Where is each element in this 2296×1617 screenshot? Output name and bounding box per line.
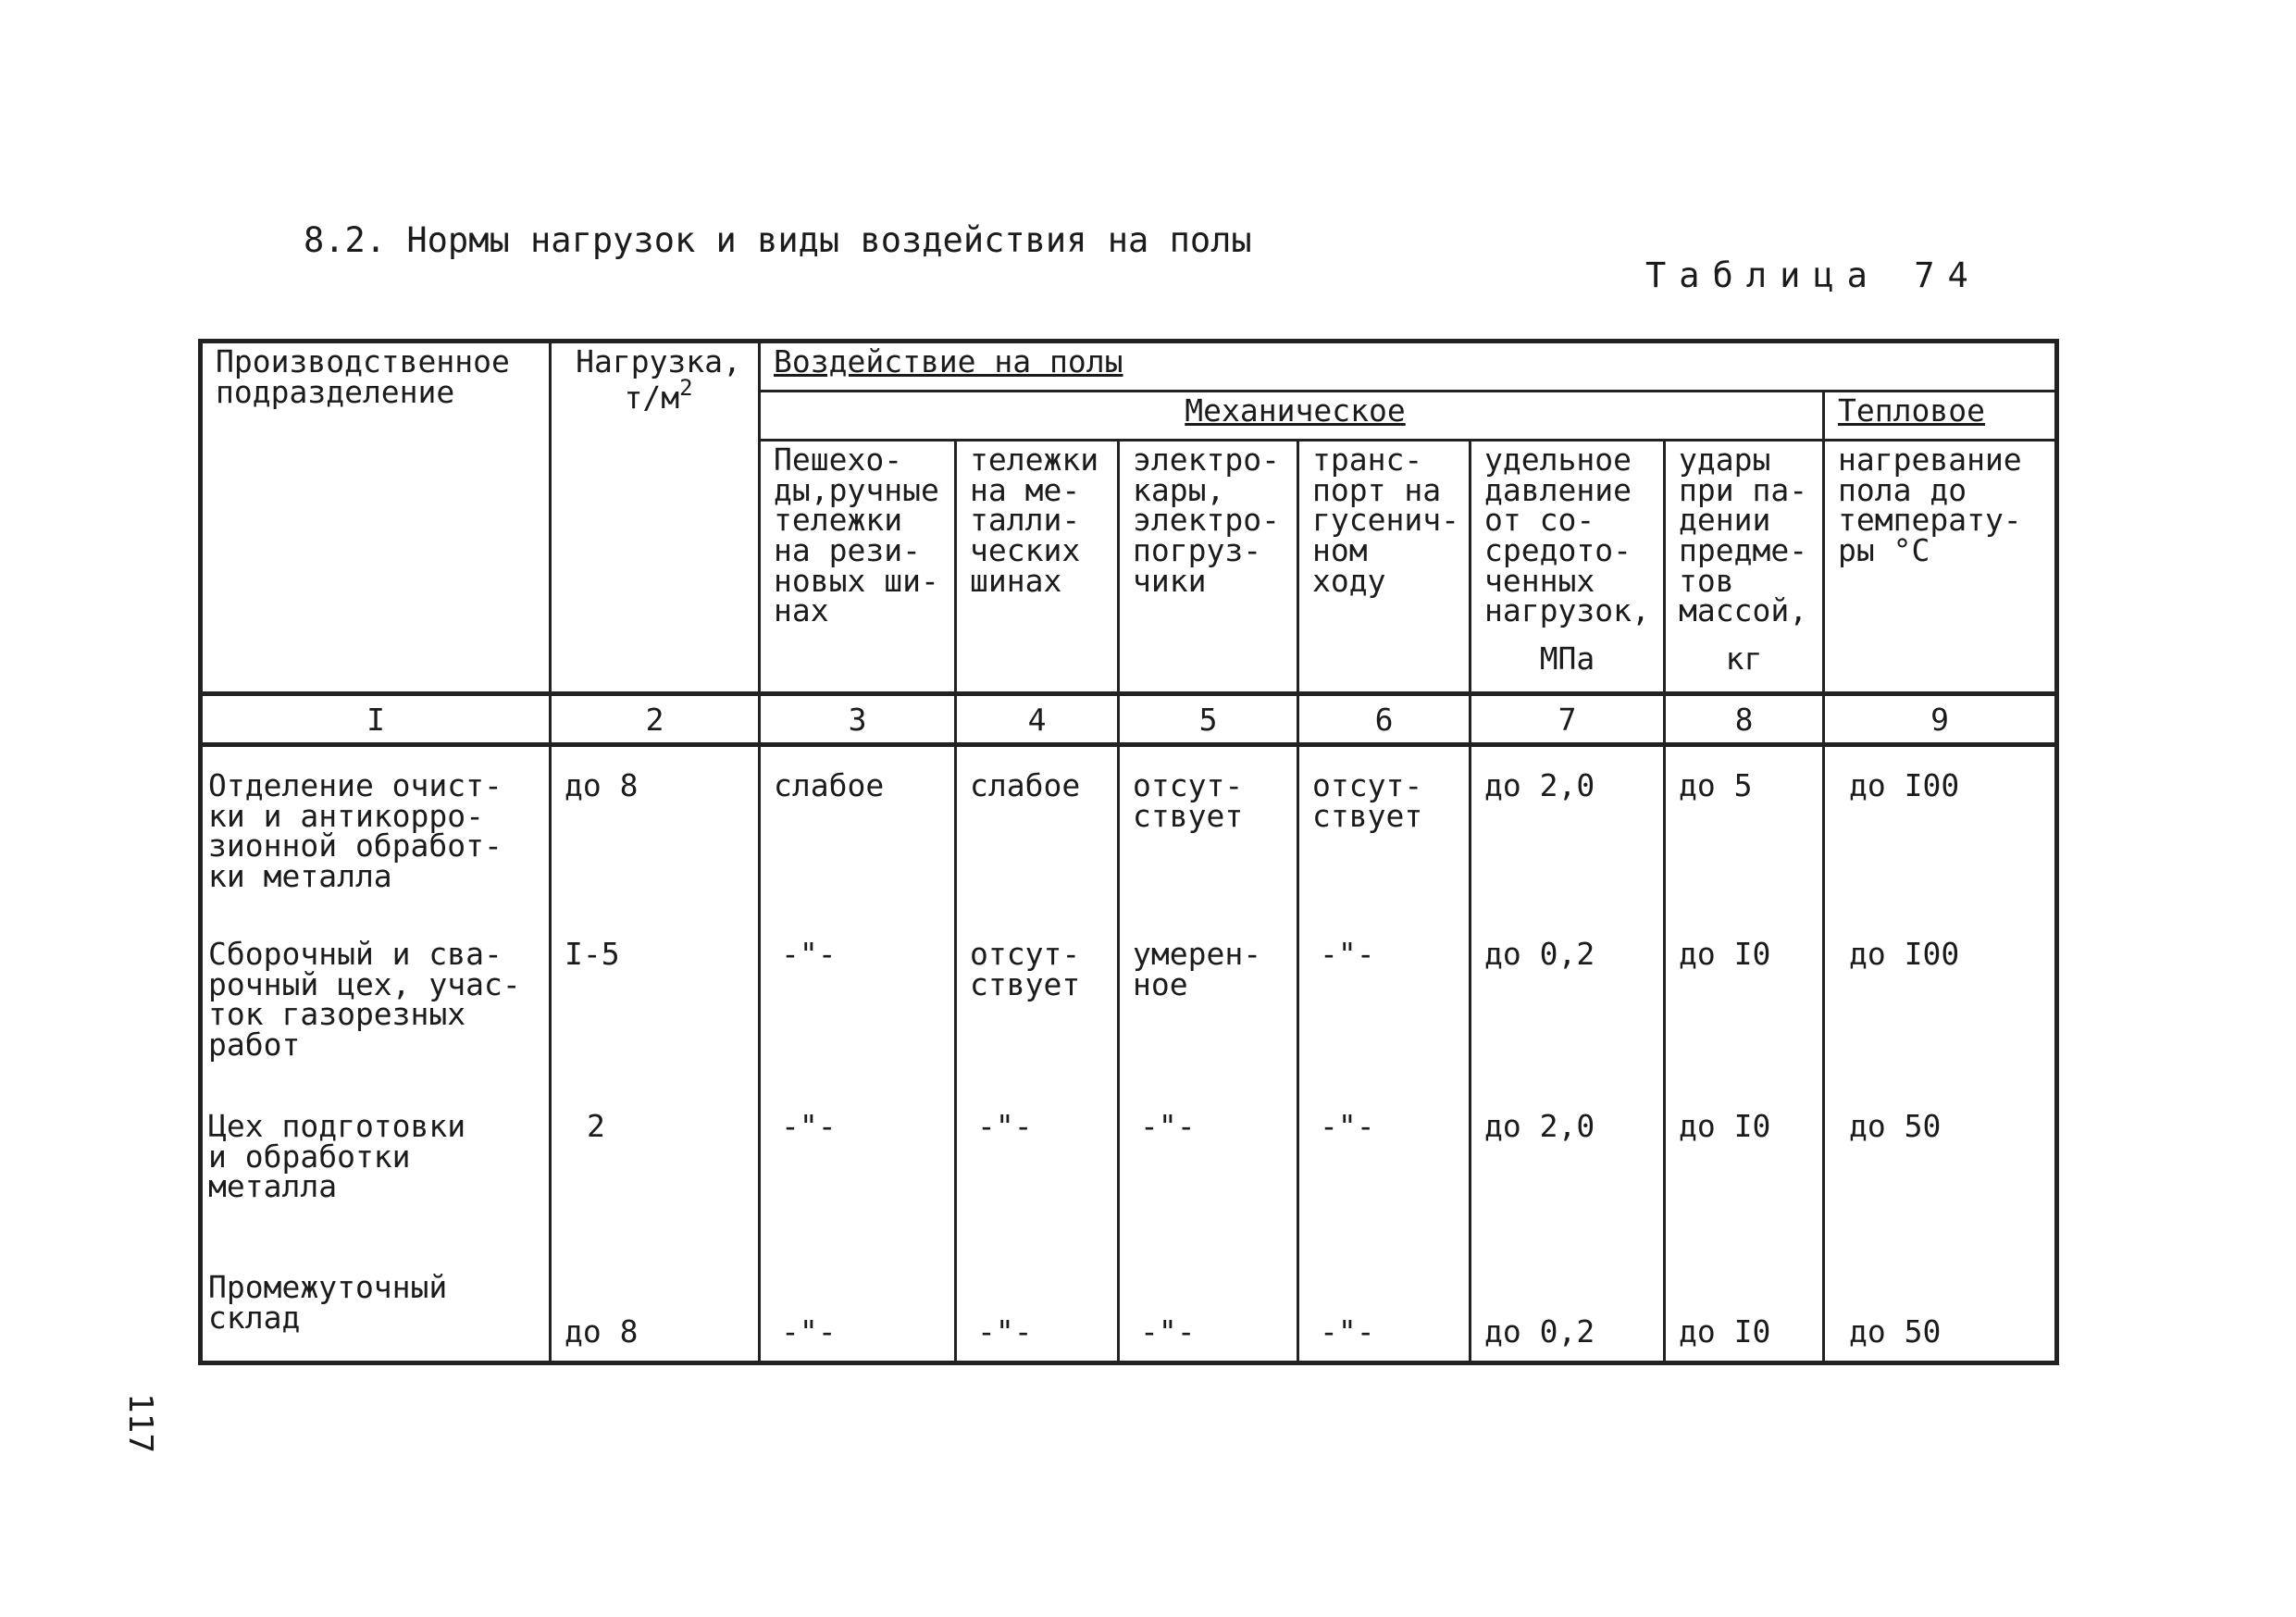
row-c4: -"- <box>956 1088 1119 1249</box>
row-c3: -"- <box>760 1249 956 1362</box>
column-number: 8 <box>1665 694 1824 745</box>
header-sub-3: Пешехо- ды,ручные тележки на рези- новых ши- нах <box>760 441 956 694</box>
header-sub-5: электро- кары, электро- погруз- чики <box>1119 441 1298 694</box>
table-row <box>201 915 2057 1088</box>
header-sub-7: удельное давление от со- средото- ченных нагрузок, МПа <box>1471 441 1665 694</box>
header-sub-7-unit: МПа <box>1539 641 1595 678</box>
row-unit-name: Отделение очист- ки и антикорро- зионной обработ- ки металла <box>201 745 551 916</box>
column-numbers-row <box>201 694 2057 745</box>
row-c7: до 0,2 <box>1471 1249 1665 1362</box>
row-c6: -"- <box>1298 1088 1471 1249</box>
header-sub-9: нагревание пола до температу- ры °С <box>1824 441 2057 694</box>
row-c5: -"- <box>1119 1249 1298 1362</box>
table-row <box>201 1088 2057 1249</box>
header-sub-8: удары при па- дении предме- тов массой, кг <box>1665 441 1824 694</box>
section-heading: 8.2. Нормы нагрузок и виды воздействия на полы <box>304 220 1252 260</box>
header-mechanical-group: Механическое <box>760 392 1824 441</box>
page-number: 117 <box>121 1393 159 1454</box>
row-load: I-5 <box>551 915 760 1088</box>
row-c3: -"- <box>760 915 956 1088</box>
row-load: до 8 <box>551 745 760 916</box>
table-row <box>201 745 2057 916</box>
row-c5: умерен- ное <box>1119 915 1298 1088</box>
header-sub-8-unit: кг <box>1725 641 1763 678</box>
row-unit-name: Цех подготовки и обработки металла <box>201 1088 551 1249</box>
row-load: до 8 <box>551 1249 760 1362</box>
column-number: 7 <box>1471 694 1665 745</box>
row-c4: слабое <box>956 745 1119 916</box>
row-c8: до I0 <box>1665 1249 1824 1362</box>
row-c5: отсут- ствует <box>1119 745 1298 916</box>
row-c9: до I00 <box>1824 915 2057 1088</box>
row-c5: -"- <box>1119 1088 1298 1249</box>
header-impact-group: Воздействие на полы <box>760 342 2057 392</box>
loads-table <box>198 339 2059 1365</box>
row-c9: до I00 <box>1824 745 2057 916</box>
header-sub-4: тележки на ме- талли- ческих шинах <box>956 441 1119 694</box>
column-number: 2 <box>551 694 760 745</box>
header-sub-6: транс- порт на гусенич- ном ходу <box>1298 441 1471 694</box>
header-load-col: Нагрузка, $т/м^2$ <box>551 342 760 694</box>
row-unit-name: Сборочный и сва- рочный цех, учас- ток газорезных работ <box>201 915 551 1088</box>
row-c7: до 2,0 <box>1471 1088 1665 1249</box>
column-number: 5 <box>1119 694 1298 745</box>
row-c6: -"- <box>1298 1249 1471 1362</box>
row-c6: -"- <box>1298 915 1471 1088</box>
row-c7: до 0,2 <box>1471 915 1665 1088</box>
header-thermal-group: Тепловое <box>1824 392 2057 441</box>
column-number: 3 <box>760 694 956 745</box>
table-label: Таблица 74 <box>1645 255 1981 295</box>
header-unit-col: Производственное подразделение <box>201 342 551 694</box>
row-load: 2 <box>551 1088 760 1249</box>
row-c3: -"- <box>760 1088 956 1249</box>
header-load-sup: 2 <box>679 374 693 401</box>
row-c9: до 50 <box>1824 1088 2057 1249</box>
column-number: I <box>201 694 551 745</box>
row-c8: до 5 <box>1665 745 1824 916</box>
row-c4: -"- <box>956 1249 1119 1362</box>
row-c3: слабое <box>760 745 956 916</box>
row-c6: отсут- ствует <box>1298 745 1471 916</box>
column-number: 4 <box>956 694 1119 745</box>
column-number: 9 <box>1824 694 2057 745</box>
row-c7: до 2,0 <box>1471 745 1665 916</box>
column-number: 6 <box>1298 694 1471 745</box>
row-unit-name: Промежуточный склад <box>201 1249 551 1362</box>
row-c9: до 50 <box>1824 1249 2057 1362</box>
table-row <box>201 1249 2057 1362</box>
row-c8: до I0 <box>1665 1088 1824 1249</box>
row-c4: отсут- ствует <box>956 915 1119 1088</box>
row-c8: до I0 <box>1665 915 1824 1088</box>
